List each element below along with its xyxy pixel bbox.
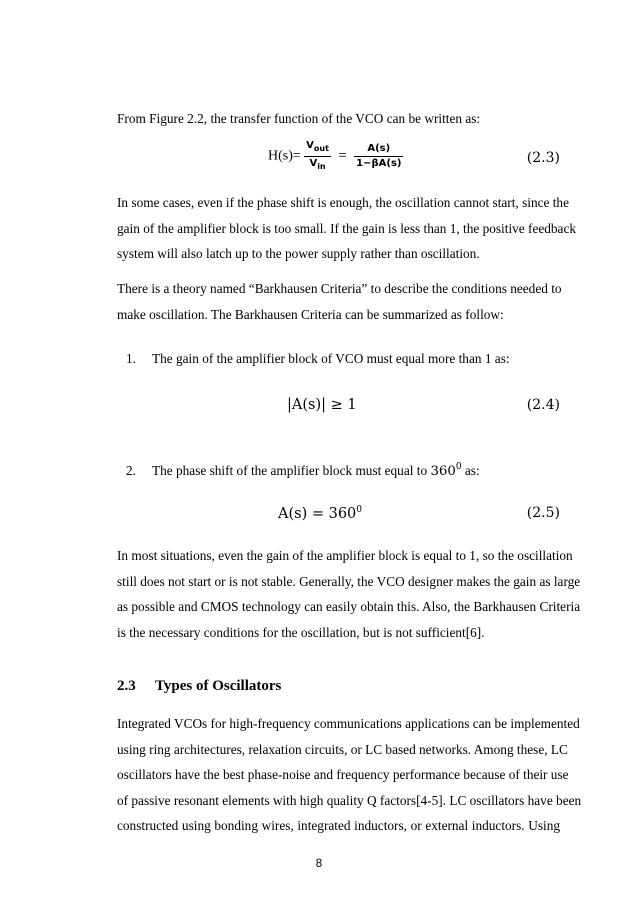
eq23-number: (2.3)	[526, 150, 560, 166]
eq23-frac1-num: V	[306, 140, 314, 151]
eq23-frac2-den: 1−βA(s)	[356, 158, 402, 169]
paragraph-line: Integrated VCOs for high-frequency communications applications can be implemented	[117, 716, 580, 731]
equation-2-4: |A(s)| ≥ 1	[287, 397, 357, 413]
list-item-text: The gain of the amplifier block of VCO must equal more than 1 as:	[152, 351, 510, 366]
list-item-text-before: The phase shift of the amplifier block must equal to	[152, 463, 431, 478]
paragraph-stability	[117, 543, 581, 645]
eq23-frac2-num: A(s)	[354, 143, 403, 157]
paragraph-line: still does not start or is not stable. Generally, the VCO designer makes the gain as large	[117, 573, 581, 589]
paragraph-line: of passive resonant elements with high quality Q factors[4-5]. LC oscillators have been	[117, 792, 582, 808]
paragraph-line: In some cases, even if the phase shift is enough, the oscillation cannot start, since the	[117, 195, 569, 210]
equation-2-5	[278, 505, 362, 522]
list-item-math: 360	[430, 464, 456, 479]
eq23-equals: =	[338, 148, 347, 164]
paragraph-phase-shift	[117, 190, 576, 267]
paragraph-line: constructed using bonding wires, integrated inductors, or external inductors. Using	[117, 818, 560, 833]
list-item-math-sup: 0	[455, 462, 462, 472]
eq23-lhs: H(s)=	[268, 148, 301, 164]
eq23-frac1-den-sub: in	[317, 162, 326, 171]
paragraph-line: as possible and CMOS technology can easily obtain this. Also, the Barkhausen Criteria	[117, 599, 581, 614]
paragraph-line: oscillators have the best phase-noise and frequency performance because of their use	[117, 767, 569, 782]
paragraph-line: gain of the amplifier block is too small. If the gain is less than 1, the positive feedback	[117, 220, 576, 236]
paragraph-line: There is a theory named “Barkhausen Criteria” to describe the conditions needed to	[117, 281, 562, 296]
list-item-gain	[126, 351, 510, 367]
list-item-number: 1.	[126, 351, 136, 366]
paragraph-line: make oscillation. The Barkhausen Criteria can be summarized as follow:	[117, 306, 504, 322]
intro-paragraph	[117, 106, 560, 132]
paragraph-line: is the necessary conditions for the oscillation, but is not sufficient[6].	[117, 624, 485, 640]
paragraph-line: system will also latch up to the power supply rather than oscillation.	[117, 246, 480, 261]
list-item-number: 2.	[126, 463, 136, 478]
equation-2-3	[268, 140, 403, 173]
list-item-text-after: as:	[461, 463, 480, 478]
page-number: 8	[315, 858, 323, 870]
section-title: Types of Oscillators	[155, 678, 282, 694]
list-item-phase-shift	[126, 462, 480, 479]
paragraph-line: using ring architectures, relaxation circuits, or LC based networks. Among these, LC	[117, 741, 568, 757]
eq23-fraction-vout-vin	[304, 140, 331, 173]
eq24-number: (2.4)	[526, 397, 560, 413]
eq23-frac1-den: V	[309, 158, 318, 169]
paragraph-vco-types	[117, 711, 582, 839]
eq23-frac1-num-sub: out	[313, 144, 329, 153]
eq25-expr: A(s) = 360	[278, 506, 357, 522]
eq23-fraction-transfer	[354, 143, 403, 170]
paragraph-line: In most situations, even the gain of the amplifier block is equal to 1, so the oscillation	[117, 548, 573, 563]
eq25-sup: 0	[356, 505, 363, 515]
paragraph-barkhausen	[117, 276, 560, 327]
intro-line: From Figure 2.2, the transfer function of the VCO can be written as:	[117, 111, 481, 126]
section-heading	[117, 678, 281, 695]
section-number: 2.3	[117, 678, 136, 694]
eq25-number: (2.5)	[526, 505, 560, 521]
